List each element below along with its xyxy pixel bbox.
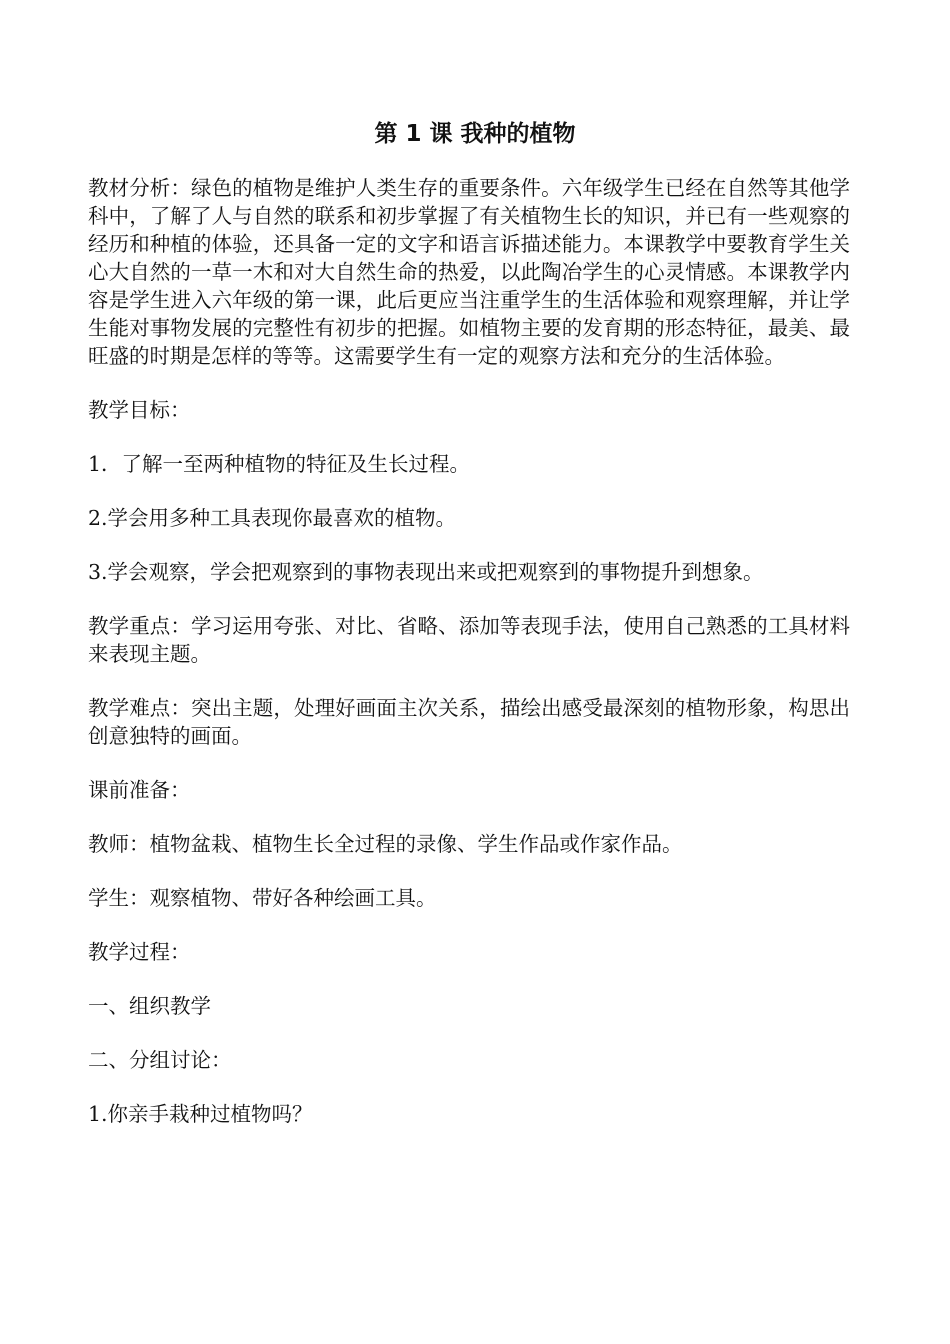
paragraph-teaching-focus: 教学重点：学习运用夸张、对比、省略、添加等表现手法，使用自己熟悉的工具材料来表现主题。 bbox=[88, 614, 850, 666]
paragraph-goal-2: 2.学会用多种工具表现你最喜欢的植物。 bbox=[88, 506, 457, 530]
paragraph-teacher-preparation: 教师：植物盆栽、植物生长全过程的录像、学生作品或作家作品。 bbox=[88, 832, 683, 856]
paragraph-question-1: 1.你亲手栽种过植物吗？ bbox=[88, 1102, 313, 1126]
page-title: 第 1 课 我种的植物 bbox=[374, 121, 576, 147]
paragraph-step-1: 一、组织教学 bbox=[88, 994, 211, 1018]
paragraph-teaching-difficulty: 教学难点：突出主题，处理好画面主次关系，描绘出感受最深刻的植物形象，构思出创意独特的画面。 bbox=[88, 696, 850, 748]
paragraph-teaching-goals-heading: 教学目标： bbox=[88, 398, 191, 422]
paragraph-student-preparation: 学生：观察植物、带好各种绘画工具。 bbox=[88, 886, 437, 910]
paragraph-step-2: 二、分组讨论： bbox=[88, 1048, 232, 1072]
paragraph-goal-1: 1．了解一至两种植物的特征及生长过程。 bbox=[88, 452, 471, 476]
paragraph-preparation-heading: 课前准备： bbox=[88, 778, 191, 802]
paragraph-textbook-analysis: 教材分析：绿色的植物是维护人类生存的重要条件。六年级学生已经在自然等其他学科中，了解了人与自然的联系和初步掌握了有关植物生长的知识，并已有一些观察的经历和种植的体验，还具备一定的文字和语言诉描述能力。本课教学中要教育学生关心大自然的一草一木和对大自然生命的热爱，以此陶冶学生的心灵情感。本课教学内容是学生进入六年级的第一课，此后更应当注重学生的生活体验和观察理解，并让学生能对事物发展的完整性有初步的把握。如植物主要的发育期的形态特征，最美、最旺盛的时期是怎样的等等。这需要学生有一定的观察方法和充分的生活体验。 bbox=[88, 176, 850, 368]
document-body bbox=[88, 174, 850, 1154]
paragraph-goal-3: 3.学会观察，学会把观察到的事物表现出来或把观察到的事物提升到想象。 bbox=[88, 560, 764, 584]
paragraph-teaching-process-heading: 教学过程： bbox=[88, 940, 191, 964]
